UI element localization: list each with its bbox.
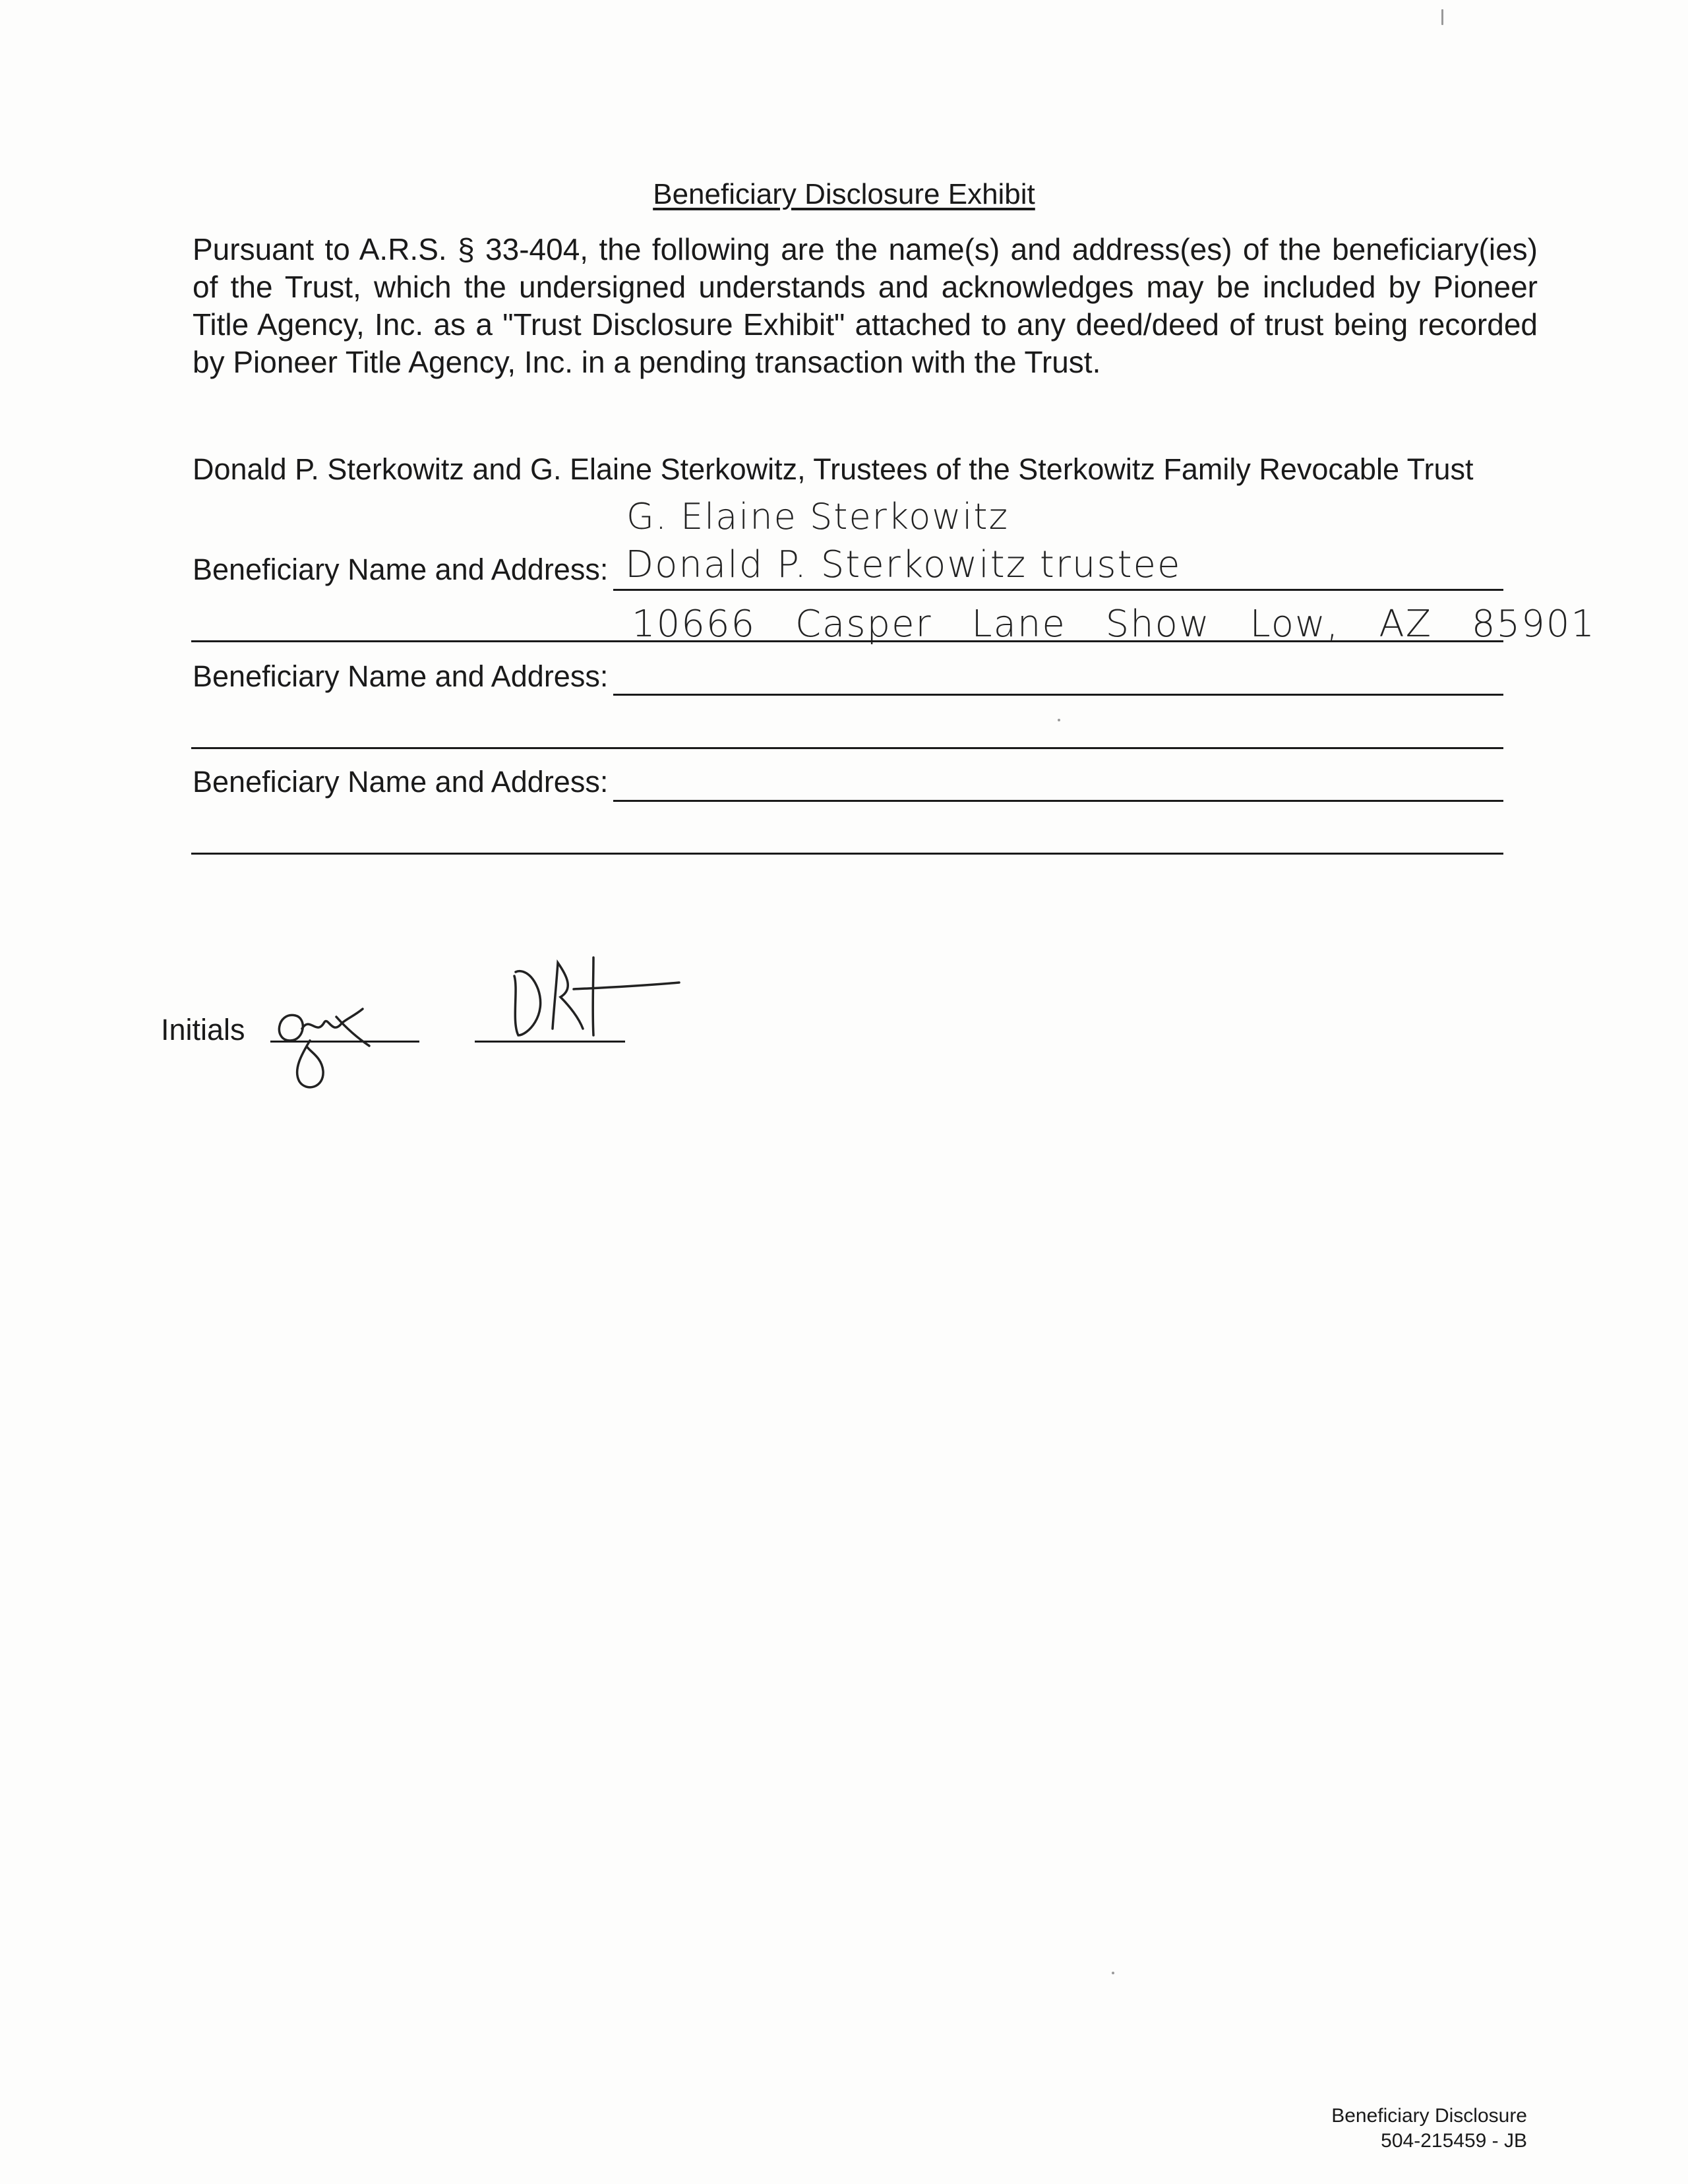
beneficiary-name-line-2[interactable] — [613, 694, 1503, 696]
document-title: Beneficiary Disclosure Exhibit — [653, 178, 1035, 210]
beneficiary-label-1: Beneficiary Name and Address: — [193, 553, 609, 586]
beneficiary-label-3: Beneficiary Name and Address: — [193, 765, 609, 799]
beneficiary-address-line-2[interactable] — [191, 747, 1503, 749]
footer — [1331, 2104, 1527, 2154]
handwritten-beneficiary-name-1: G. Elaine Sterkowitz — [626, 496, 1009, 537]
handwritten-beneficiary-name-2: Donald P. Sterkowitz trustee — [625, 543, 1182, 586]
beneficiary-name-line-3[interactable] — [613, 800, 1503, 802]
scan-speck — [1058, 719, 1060, 721]
initials-signature-1 — [264, 989, 396, 1095]
beneficiary-address-line-1[interactable] — [191, 640, 1503, 642]
beneficiary-address-line-3[interactable] — [191, 853, 1503, 855]
handwritten-address: 10666 Casper Lane Show Low, AZ 85901 — [632, 603, 1596, 646]
initials-label: Initials — [161, 1013, 245, 1046]
beneficiary-name-line-1[interactable] — [613, 589, 1503, 591]
beneficiary-label-2: Beneficiary Name and Address: — [193, 659, 609, 693]
scan-speck — [1441, 9, 1443, 25]
disclosure-paragraph: Pursuant to A.R.S. § 33-404, the following are the name(s) and address(es) of the beneficiary(ies) of the Trust, which the undersigned understands and acknowledges may be included by Pioneer Title Agency, Inc. as a "Trust Disclosure Exhibit" attached to any deed/deed of trust being recorded by Pioneer Title Agency, Inc. in a pending transaction with the Trust. — [193, 232, 1538, 379]
footer-line-1: Beneficiary Disclosure — [1331, 2105, 1527, 2127]
scan-speck — [1112, 1972, 1114, 1974]
footer-line-2: 504-215459 - JB — [1381, 2130, 1527, 2152]
initials-signature-2 — [501, 950, 699, 1048]
trustees-line: Donald P. Sterkowitz and G. Elaine Sterkowitz, Trustees of the Sterkowitz Family Revocable Trust — [193, 452, 1474, 486]
